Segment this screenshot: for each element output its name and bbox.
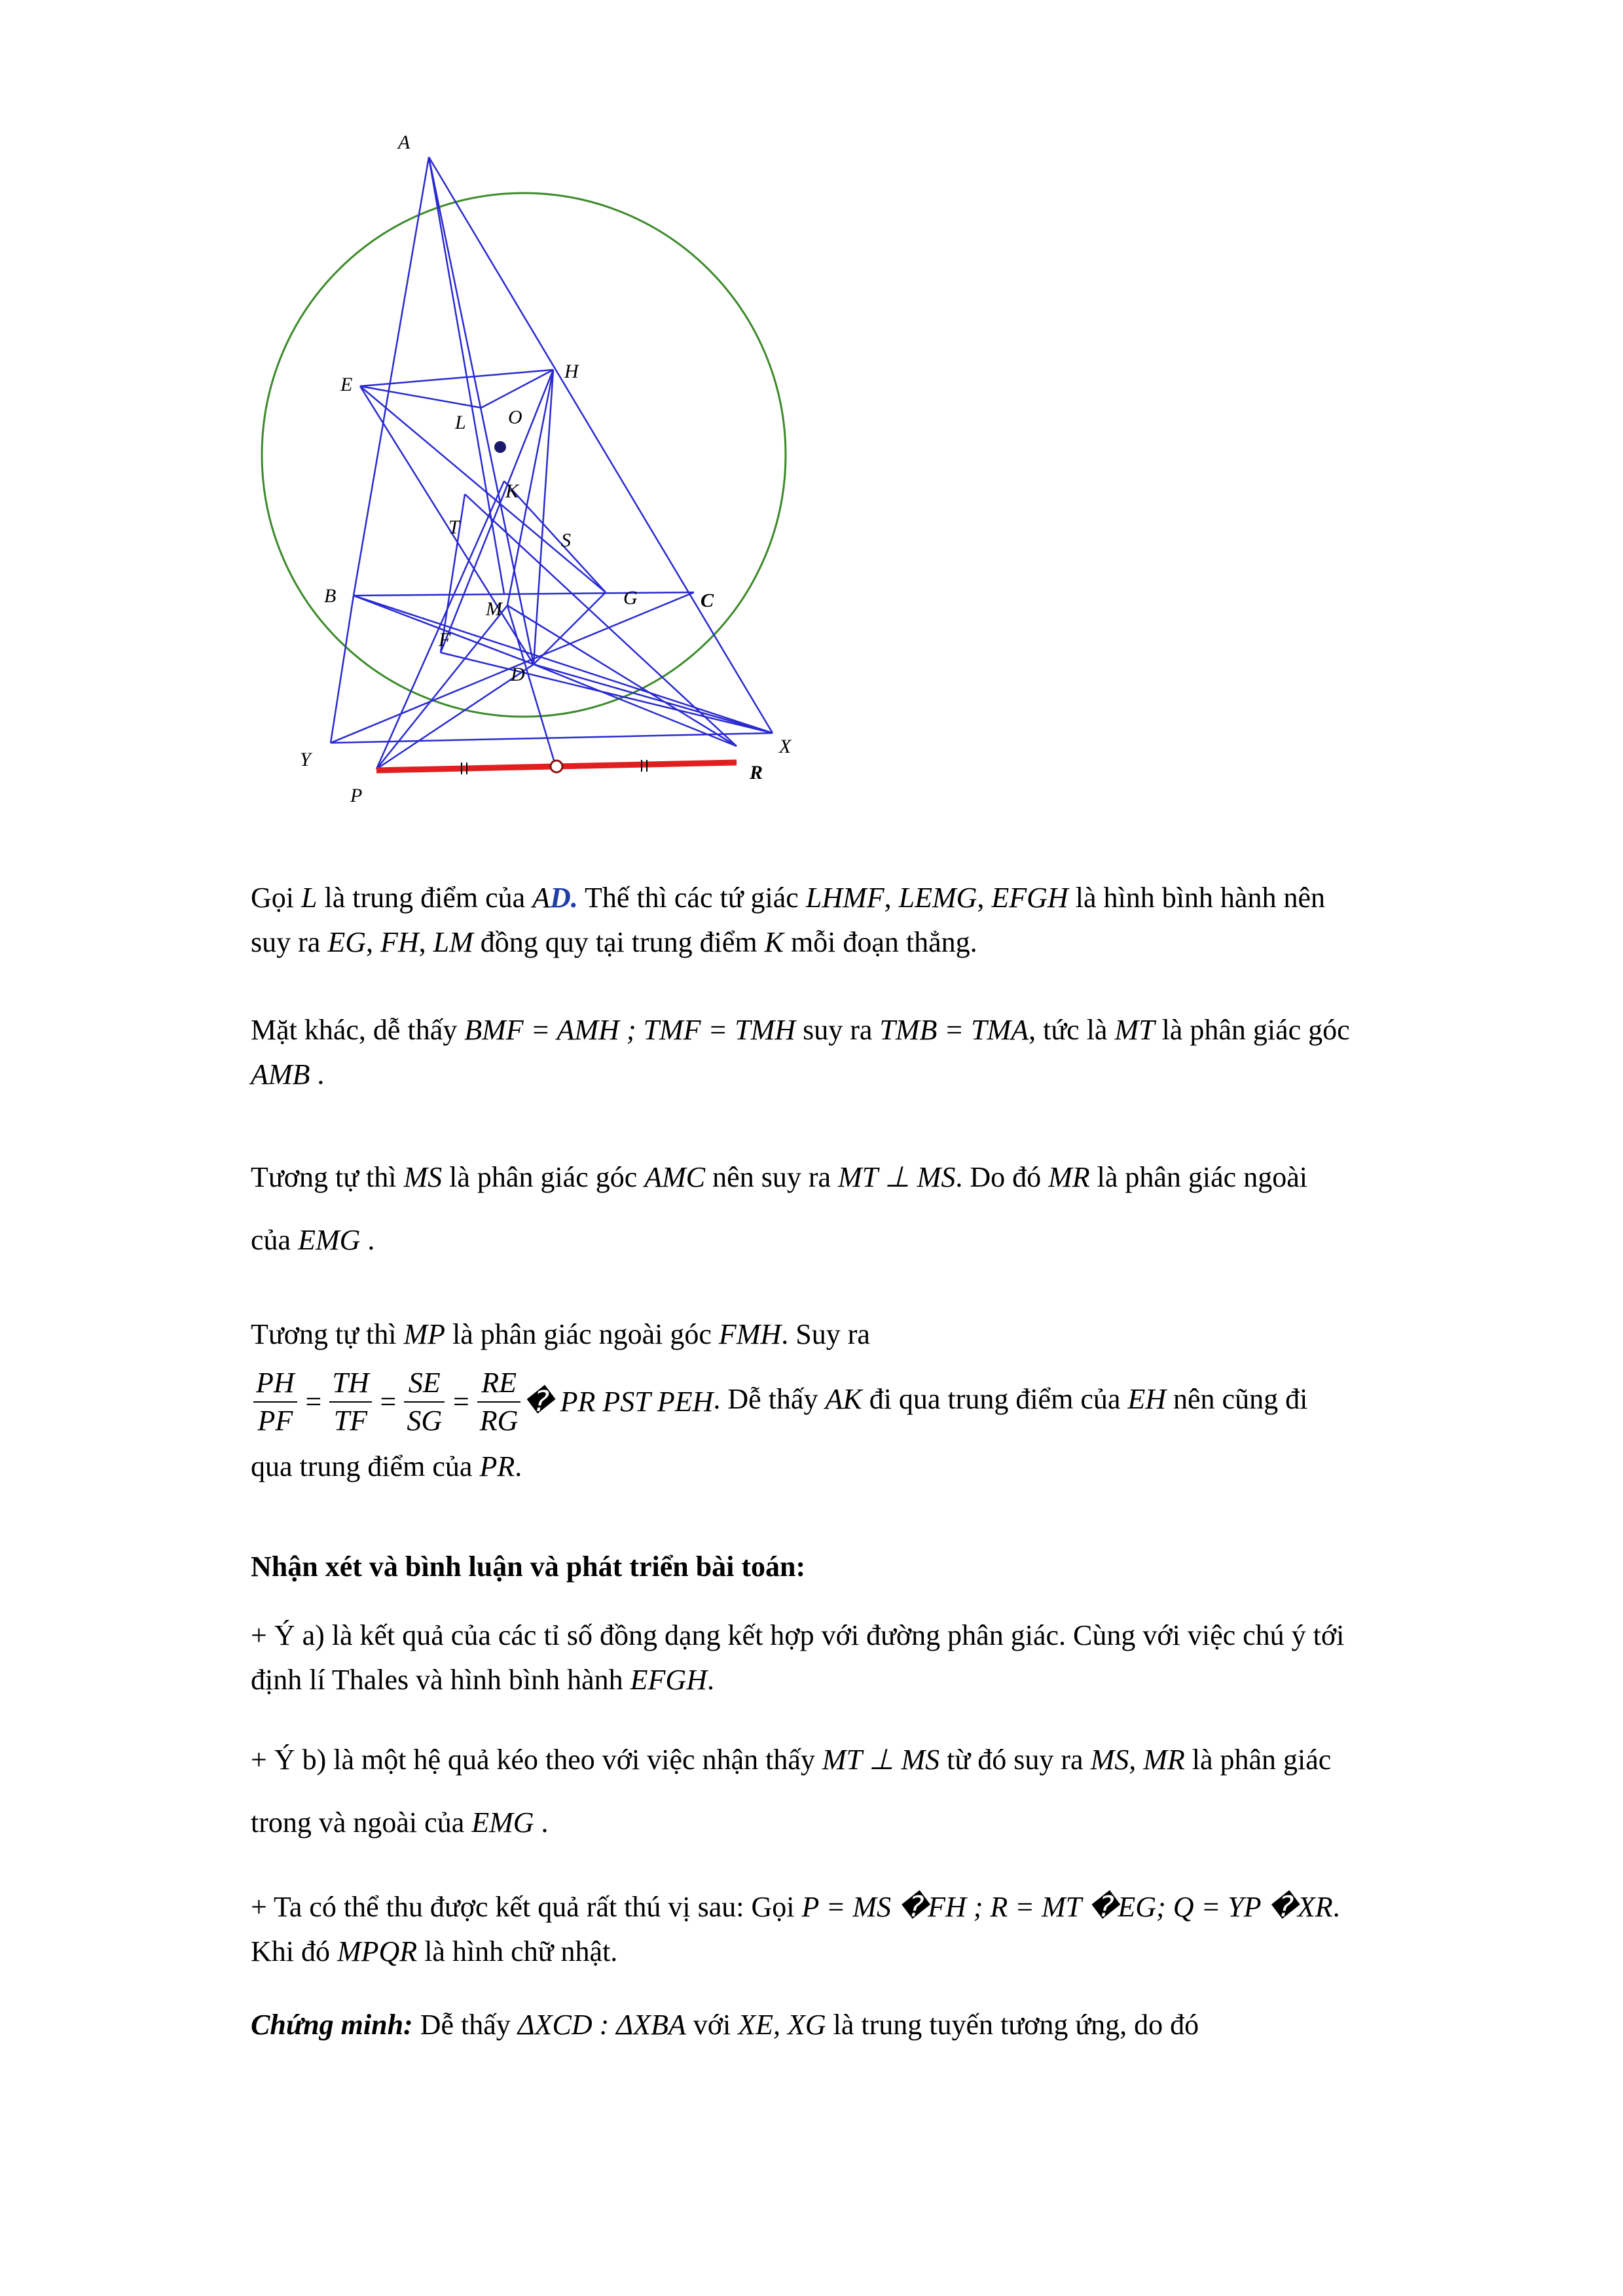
label-f: F xyxy=(439,629,451,651)
text: qua trung điểm của xyxy=(251,1450,480,1482)
label-x: X xyxy=(779,736,792,757)
text: nên suy ra xyxy=(705,1161,839,1193)
fraction-denominator: PF xyxy=(257,1404,293,1437)
var-efgh: EFGH xyxy=(630,1664,707,1696)
var-ak: AK xyxy=(825,1383,862,1415)
label-m: M xyxy=(486,598,502,620)
text: . xyxy=(534,1806,549,1839)
point-k-dot xyxy=(494,441,506,453)
text: là trung tuyến tương ứng, do đó xyxy=(826,2009,1199,2041)
text: , tức là xyxy=(1029,1014,1115,1046)
var-ms-mr: MS, MR xyxy=(1090,1744,1185,1776)
math-angle-amb: AMB xyxy=(251,1058,310,1090)
text: Tương tự thì xyxy=(251,1318,404,1350)
var-eg: EG xyxy=(327,926,366,958)
label-e: E xyxy=(340,374,353,395)
label-h: H xyxy=(564,361,579,382)
text: của xyxy=(251,1224,299,1256)
text: Khi đó xyxy=(251,1935,337,1967)
quad-efgh: EFGH xyxy=(991,882,1068,914)
text: . Do đó xyxy=(955,1161,1049,1193)
text: với xyxy=(685,2009,739,2041)
var-k: K xyxy=(764,926,784,958)
math-angle-emg: EMG xyxy=(298,1224,361,1256)
text: , xyxy=(418,926,433,958)
label-d: D xyxy=(511,664,525,685)
text: nên cũng đi xyxy=(1166,1383,1308,1415)
p7-line1 xyxy=(251,1885,1508,1929)
math-perpendicular: MT ⊥ MS xyxy=(838,1161,956,1193)
circumcircle xyxy=(262,193,786,717)
text: . xyxy=(360,1224,375,1256)
p2-line1 xyxy=(251,1008,1508,1052)
text: . xyxy=(706,1664,714,1696)
p2-line2 xyxy=(251,1052,1508,1097)
var-lm: LM xyxy=(433,926,473,958)
construction-lines xyxy=(331,157,773,769)
text: suy ra xyxy=(795,1014,880,1046)
p6-line2 xyxy=(251,1801,1508,1845)
text: là phân giác ngoài góc xyxy=(445,1318,719,1350)
fraction-denominator: SG xyxy=(407,1404,443,1437)
text: + Ý b) là một hệ quả kéo theo với việc nhận thấy xyxy=(251,1744,822,1776)
text: là hình bình hành nên xyxy=(1068,882,1325,914)
var-l: L xyxy=(301,882,318,914)
p3-line2 xyxy=(251,1218,1508,1263)
text: Mặt khác, dễ thấy xyxy=(251,1014,465,1046)
text: . xyxy=(310,1058,325,1090)
fraction-denominator: TF xyxy=(333,1404,368,1437)
label-k: K xyxy=(505,480,519,502)
paragraph-4 xyxy=(251,1312,1508,1489)
label-p: P xyxy=(350,785,363,806)
p8-line1 xyxy=(251,2003,1508,2047)
fraction-ph-pf xyxy=(253,1365,297,1439)
text: Dễ thấy xyxy=(412,2009,518,2041)
proof-label: Chứng minh: xyxy=(251,2009,413,2041)
var-d-highlight: D. xyxy=(550,882,578,914)
var-a: A xyxy=(532,882,551,914)
fraction-numerator: SE xyxy=(404,1365,445,1403)
math-perpendicular: MT ⊥ MS xyxy=(822,1744,940,1776)
text: là phân giác góc xyxy=(1154,1014,1350,1046)
text: . Dễ thấy xyxy=(713,1383,826,1415)
equals-sign: = xyxy=(378,1385,398,1418)
var-mpqr: MPQR xyxy=(337,1935,418,1967)
paragraph-3 xyxy=(251,1155,1508,1263)
fraction-th-tf xyxy=(329,1365,371,1439)
label-g: G xyxy=(623,587,638,609)
text: định lí Thales và hình bình hành xyxy=(251,1664,630,1696)
text: , xyxy=(977,882,992,914)
var-mt: MT xyxy=(1114,1014,1155,1046)
label-a: A xyxy=(398,132,410,153)
text: là phân giác xyxy=(1184,1744,1332,1776)
paragraph-7 xyxy=(251,1885,1508,1974)
fraction-se-sg xyxy=(404,1365,445,1439)
heading-text: Nhận xét và bình luận và phát triển bài toán: xyxy=(251,1551,806,1583)
var-mp: MP xyxy=(403,1318,446,1350)
text: Thế thì các tứ giác xyxy=(577,882,806,914)
text: , xyxy=(365,926,380,958)
label-o: O xyxy=(508,406,522,428)
quad-lemg: LEMG xyxy=(898,882,977,914)
text: . xyxy=(1332,1891,1340,1923)
math-angle-emg: EMG xyxy=(471,1806,534,1839)
p5-line1: + Ý a) là kết quả của các tỉ số đồng dạng kết hợp với đường phân giác. Cùng với việc chú ý tới xyxy=(251,1619,1345,1651)
label-c: C xyxy=(701,590,714,611)
fraction-numerator: PH xyxy=(253,1365,297,1403)
label-r: R xyxy=(750,762,763,783)
p4-line3 xyxy=(251,1444,1508,1489)
paragraph-6 xyxy=(251,1738,1508,1845)
text: đi qua trung điểm của xyxy=(862,1383,1128,1415)
p3-line1 xyxy=(251,1155,1508,1200)
text: Tương tự thì xyxy=(251,1161,404,1193)
text: suy ra xyxy=(251,926,328,958)
paragraph-2 xyxy=(251,1008,1508,1097)
label-l: L xyxy=(455,412,466,433)
fraction-denominator: RG xyxy=(479,1404,519,1437)
math-angle-fmh: FMH xyxy=(718,1318,782,1350)
section-heading xyxy=(251,1545,1508,1589)
midpoint-pr xyxy=(551,761,562,772)
math-similar-triangles: ΔXCD : ΔXBA xyxy=(517,2009,686,2041)
p7-line2 xyxy=(251,1929,1508,1974)
math-angle-equalities: BMF = AMH ; TMF = TMH xyxy=(464,1014,796,1046)
math-angle-tmb: TMB = TMA xyxy=(879,1014,1029,1046)
text: . xyxy=(515,1450,522,1482)
var-mr: MR xyxy=(1048,1161,1090,1193)
label-s: S xyxy=(561,529,571,551)
text: từ đó suy ra xyxy=(939,1744,1091,1776)
p1-line2 xyxy=(251,920,1508,965)
p4-line2 xyxy=(251,1357,1508,1444)
text: đồng quy tại trung điểm xyxy=(473,926,765,958)
p6-line1 xyxy=(251,1738,1508,1782)
var-fh: FH xyxy=(380,926,419,958)
math-angle-amc: AMC xyxy=(644,1161,706,1193)
equals-sign: = xyxy=(451,1385,471,1418)
math-definitions: P = MS �FH ; R = MT �EG; Q = YP �XR xyxy=(801,1891,1333,1923)
var-xe-xg: XE, XG xyxy=(738,2009,826,2041)
geometry-figure xyxy=(249,115,799,821)
p5-line2 xyxy=(251,1658,1508,1702)
quad-lhmf: LHMF xyxy=(805,882,884,914)
label-b: B xyxy=(324,585,337,607)
text: mỗi đoạn thẳng. xyxy=(783,926,977,958)
label-t: T xyxy=(448,516,460,538)
fraction-re-rg xyxy=(477,1365,521,1439)
var-pr: PR xyxy=(479,1450,515,1482)
text: là phân giác ngoài xyxy=(1089,1161,1307,1193)
text: trong và ngoài của xyxy=(251,1806,472,1839)
geometry-diagram xyxy=(249,115,799,821)
paragraph-1 xyxy=(251,876,1508,965)
paragraph-8 xyxy=(251,2003,1508,2047)
text: + Ta có thể thu được kết quả rất thú vị sau: Gọi xyxy=(251,1891,802,1923)
var-eh: EH xyxy=(1127,1383,1167,1415)
var-ms: MS xyxy=(403,1161,443,1193)
math-parallel: � PR PST PEH xyxy=(523,1385,714,1418)
p1-line1 xyxy=(251,876,1508,920)
text: Gọi xyxy=(251,882,301,914)
text: là phân giác góc xyxy=(442,1161,645,1193)
p4-line1 xyxy=(251,1312,1508,1357)
fraction-numerator: TH xyxy=(329,1365,371,1403)
paragraph-5 xyxy=(251,1613,1508,1702)
text: . Suy ra xyxy=(781,1318,870,1350)
fraction-numerator: RE xyxy=(477,1365,521,1403)
text: , xyxy=(884,882,899,914)
equals-sign: = xyxy=(303,1385,323,1418)
label-y: Y xyxy=(300,749,311,770)
text: là trung điểm của xyxy=(317,882,533,914)
text: là hình chữ nhật. xyxy=(417,1935,618,1967)
